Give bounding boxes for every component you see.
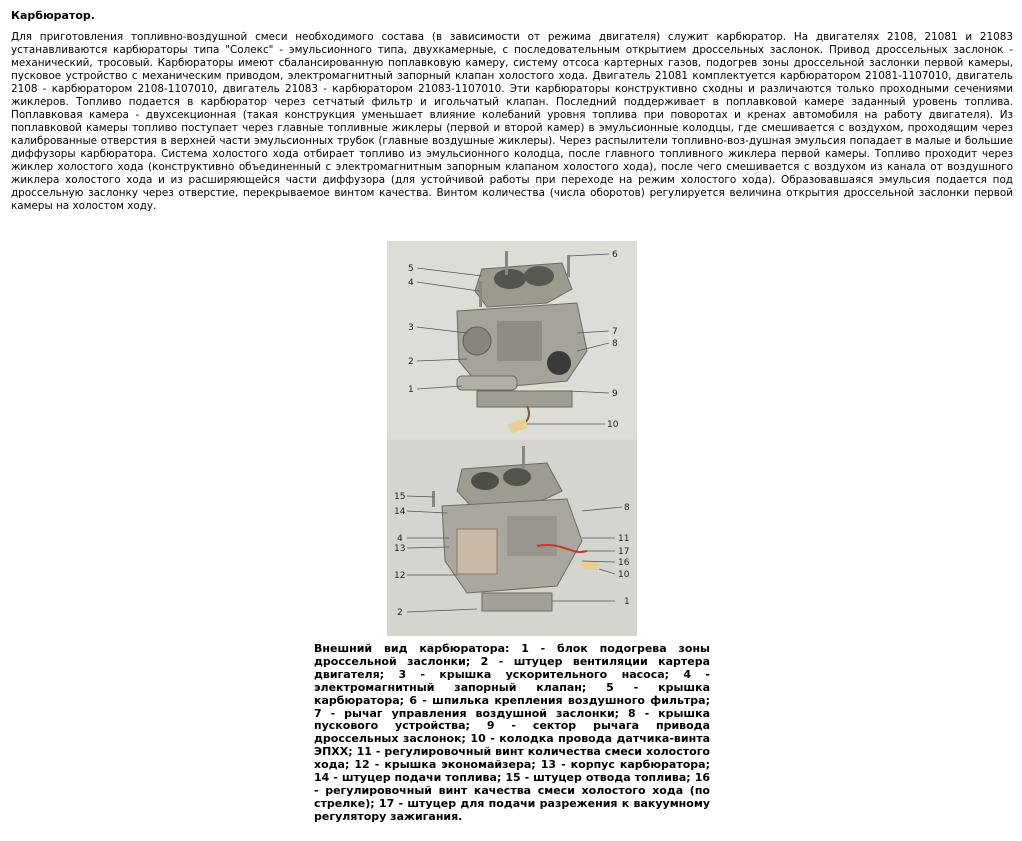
carburetor-photos bbox=[387, 241, 637, 636]
callout-label: 4 bbox=[408, 278, 414, 288]
callout-label: 13 bbox=[394, 544, 406, 554]
callout-label: 15 bbox=[394, 492, 406, 502]
callout-label: 4 bbox=[397, 534, 403, 544]
callout-label: 7 bbox=[612, 327, 618, 337]
callout-label: 6 bbox=[612, 250, 618, 260]
callout-label: 17 bbox=[618, 547, 630, 557]
callout-label: 2 bbox=[408, 357, 414, 367]
carburetor-photo-bottom bbox=[387, 440, 637, 636]
callout-label: 8 bbox=[624, 503, 630, 513]
callout-label: 1 bbox=[408, 385, 414, 395]
callout-label: 2 bbox=[397, 608, 403, 618]
callout-label: 14 bbox=[394, 507, 406, 517]
callout-label: 11 bbox=[618, 534, 630, 544]
callout-label: 3 bbox=[408, 323, 414, 333]
callout-label: 5 bbox=[408, 264, 414, 274]
callout-label: 12 bbox=[394, 571, 406, 581]
callout-label: 10 bbox=[618, 570, 630, 580]
callout-label: 10 bbox=[607, 420, 619, 430]
figure-caption: Внешний вид карбюратора: 1 - блок подогрева зоны дроссельной заслонки; 2 - штуцер вентиляции картера двигателя; 3 - крышка ускорительного насоса; 4 - электромагнитный запорный клапан; 5 - крышка карбюратора; 6 - шпилька крепления воздушного фильтра; 7 - рычаг управления воздушной заслонки; 8 - крышка пускового устройства; 9 - сектор рычага привода дроссельных заслонок; 10 - колодка провода датчика-винта ЭПХХ; 11 - регулировочный винт количества смеси холостого хода; 12 - крышка экономайзера; 13 - корпус карбюратора; 14 - штуцер подачи топлива; 15 - штуцер отвода топлива; 16 - регулировочный винт качества смеси холостого хода (по стрелке); 17 - штуцер для подачи разрежения к вакуумному регулятору зажигания. bbox=[314, 642, 710, 823]
article-body: Для приготовления топливно-воздушной смеси необходимого состава (в зависимости от режима двигателя) служит карбюратор. На двигателях 2108, 21081 и 21083 устанавливаются карбюраторы типа "Солекс" - эмульсионного типа, двухкамерные, с последовательным открытием дроссельных заслонок. Привод дроссельных заслонок - механический, тросовый. Карбюраторы имеют сбалансированную поплавковую камеру, систему отсоса картерных газов, подогрев зоны дроссельной заслонки первой камеры, пусковое устройство с механическим приводом, электромагнитный запорный клапан холостого хода. Двигатель 21081 комплектуется карбюратором 21081-1107010, двигатель 2108 - карбюратором 2108-1107010, двигатель 21083 - карбюратором 21083-1107010. Эти карбюраторы конструктивно сходны и различаются только проходными сечениями жиклеров. Топливо подается в карбюратор через сетчатый фильтр и игольчатый клапан. Последний поддерживает в поплавковой камере заданный уровень топлива. Поплавковая камера - двухсекционная (такая конструкция уменьшает влияние колебаний уровня топлива при поворотах и кренах автомобиля на работу двигателя). Из поплавковой камеры топливо поступает через главные топливные жиклеры (первой и второй камер) в эмульсионные колодцы, где смешивается с воздухом, проходящим через калиброванные отверстия в верхней части эмульсионных трубок (главные воздушные жиклеры). Через распылители топливно-воз-душная эмульсия попадает в малые и большие диффузоры карбюратора. Система холостого хода отбирает топливо из эмульсионного колодца, после главного топливного жиклера первой камеры. Топливо проходит через жиклер холостого хода (конструктивно объединенный с электромагнитным запорным клапаном холостого хода), после чего смешивается с воздухом из канала от воздушного жиклера холостого хода и из расширяющейся части диффузора (для устойчивой работы при переходе на режим холостого хода). Образовавшаяся эмульсия подается под дроссельную заслонку через отверстие, перекрываемое винтом качества. Винтом количества (числа оборотов) регулируется величина открытия дроссельной заслонки первой камеры на холостом ходу. bbox=[11, 31, 1013, 212]
callout-label: 8 bbox=[612, 339, 618, 349]
carburetor-photo-top bbox=[387, 241, 637, 438]
callout-label: 1 bbox=[624, 597, 630, 607]
carburetor-figure bbox=[387, 241, 637, 636]
callout-label: 9 bbox=[612, 389, 618, 399]
callout-label: 16 bbox=[618, 558, 630, 568]
article-title: Карбюратор. bbox=[11, 9, 95, 22]
